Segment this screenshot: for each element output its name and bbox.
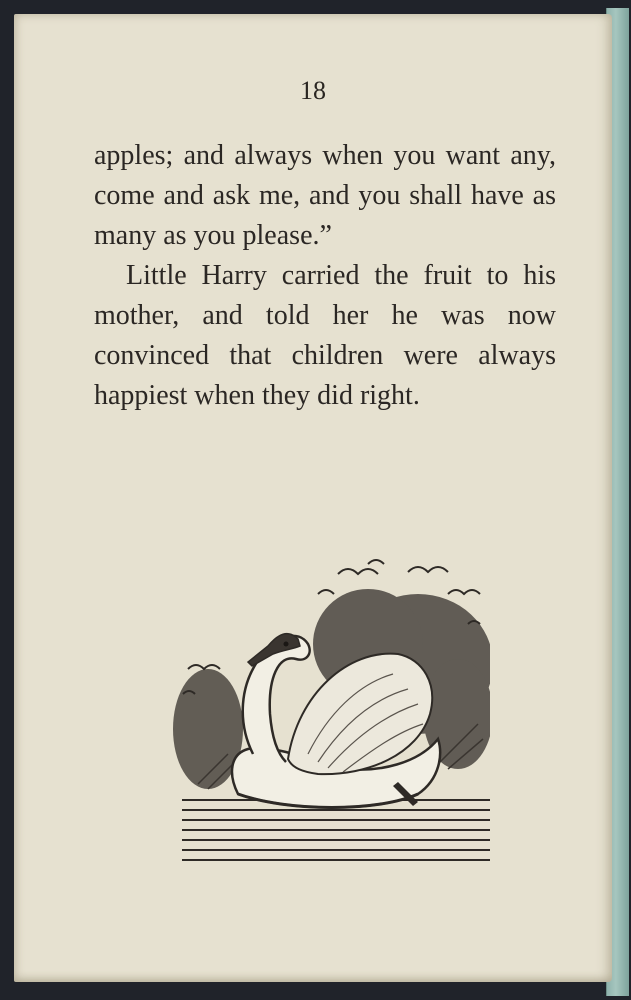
book-page xyxy=(14,14,612,982)
swan-engraving xyxy=(168,554,490,866)
body-text xyxy=(94,136,556,416)
swan-icon xyxy=(168,554,490,866)
paragraph-1: apples; and always when you want any, come and ask me, and you shall have as many as you please.” xyxy=(94,140,556,251)
paragraph-2: Little Harry carried the fruit to his mother, and told her he was now convinced that children were always happiest when they did right. xyxy=(94,260,556,411)
page-number: 18 xyxy=(300,76,326,105)
